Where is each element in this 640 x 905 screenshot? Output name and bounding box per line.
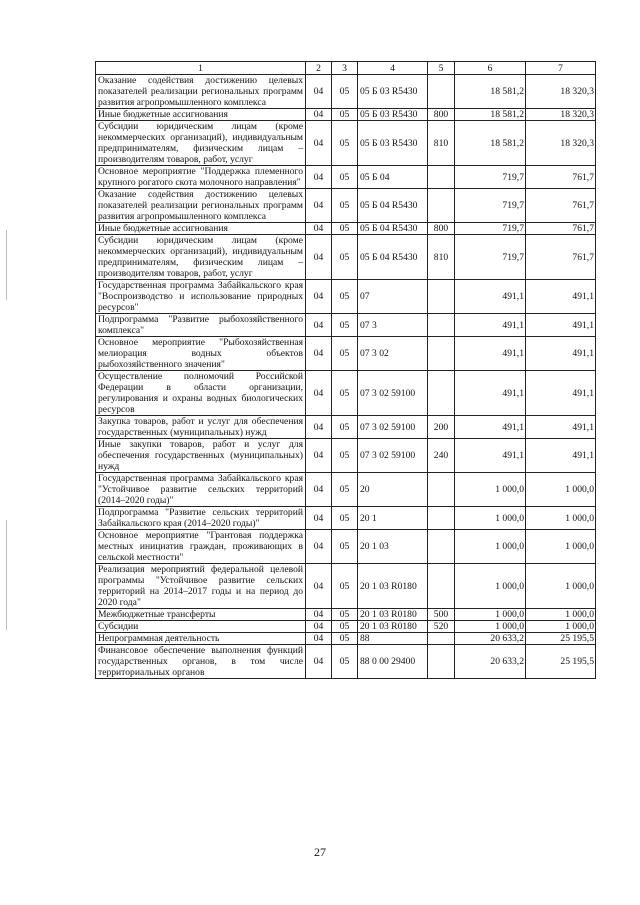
table-row bbox=[96, 280, 596, 314]
row-name: Реализация мероприятий федеральной целевой программы "Устойчивое развитие сельских территорий на 2014–2017 годы и на период до 2020 года" bbox=[96, 564, 306, 609]
row-amount-year2: 1 000,0 bbox=[526, 621, 596, 633]
row-section: 04 bbox=[306, 314, 332, 337]
table-row bbox=[96, 633, 596, 645]
row-name: Закупка товаров, работ и услуг для обеспечения государственных (муниципальных) нужд bbox=[96, 416, 306, 439]
row-amount-year2: 761,7 bbox=[526, 166, 596, 189]
table-row bbox=[96, 416, 596, 439]
header-cell: 2 bbox=[306, 62, 332, 75]
row-name: Финансовое обеспечение выполнения функций государственных органов, в том числе территориальных органов bbox=[96, 645, 306, 679]
row-target-code: 20 1 03 R0180 bbox=[358, 609, 428, 621]
row-section: 04 bbox=[306, 507, 332, 530]
row-name: Основное мероприятие "Грантовая поддержка местных инициатив граждан, проживающих в сельской местности" bbox=[96, 530, 306, 564]
budget-table bbox=[95, 61, 596, 679]
table-row bbox=[96, 109, 596, 121]
row-section: 04 bbox=[306, 337, 332, 371]
table-row bbox=[96, 121, 596, 166]
row-expense-type bbox=[428, 633, 455, 645]
row-expense-type: 810 bbox=[428, 121, 455, 166]
row-subsection: 05 bbox=[332, 121, 358, 166]
row-amount-year2: 1 000,0 bbox=[526, 507, 596, 530]
table-row bbox=[96, 507, 596, 530]
row-amount-year1: 1 000,0 bbox=[455, 609, 526, 621]
row-target-code: 05 Б 04 bbox=[358, 166, 428, 189]
row-subsection: 05 bbox=[332, 223, 358, 235]
row-amount-year1: 719,7 bbox=[455, 235, 526, 280]
table-row bbox=[96, 621, 596, 633]
row-subsection: 05 bbox=[332, 530, 358, 564]
row-section: 04 bbox=[306, 564, 332, 609]
table-row bbox=[96, 609, 596, 621]
table-row bbox=[96, 439, 596, 473]
row-amount-year1: 18 581,2 bbox=[455, 75, 526, 109]
row-amount-year2: 491,1 bbox=[526, 314, 596, 337]
row-section: 04 bbox=[306, 371, 332, 416]
row-amount-year2: 1 000,0 bbox=[526, 530, 596, 564]
row-target-code: 05 Б 03 R5430 bbox=[358, 121, 428, 166]
row-name: Субсидии bbox=[96, 621, 306, 633]
row-subsection: 05 bbox=[332, 189, 358, 223]
row-target-code: 05 Б 04 R5430 bbox=[358, 235, 428, 280]
row-target-code: 05 Б 03 R5430 bbox=[358, 75, 428, 109]
row-amount-year2: 25 195,5 bbox=[526, 633, 596, 645]
row-amount-year1: 20 633,2 bbox=[455, 645, 526, 679]
row-amount-year1: 719,7 bbox=[455, 223, 526, 235]
row-amount-year1: 1 000,0 bbox=[455, 621, 526, 633]
row-target-code: 20 1 03 R0180 bbox=[358, 564, 428, 609]
row-subsection: 05 bbox=[332, 473, 358, 507]
row-expense-type: 520 bbox=[428, 621, 455, 633]
row-target-code: 07 3 02 59100 bbox=[358, 371, 428, 416]
row-section: 04 bbox=[306, 416, 332, 439]
row-amount-year2: 491,1 bbox=[526, 416, 596, 439]
table-row bbox=[96, 314, 596, 337]
row-target-code: 05 Б 03 R5430 bbox=[358, 109, 428, 121]
table-row bbox=[96, 371, 596, 416]
table-row bbox=[96, 473, 596, 507]
row-name: Оказание содействия достижению целевых показателей реализации региональных программ развития агропромышленного комплекса bbox=[96, 189, 306, 223]
row-subsection: 05 bbox=[332, 564, 358, 609]
row-subsection: 05 bbox=[332, 645, 358, 679]
row-expense-type bbox=[428, 473, 455, 507]
row-amount-year1: 20 633,2 bbox=[455, 633, 526, 645]
row-section: 04 bbox=[306, 280, 332, 314]
row-subsection: 05 bbox=[332, 280, 358, 314]
row-name: Оказание содействия достижению целевых показателей реализации региональных программ развития агропромышленного комплекса bbox=[96, 75, 306, 109]
row-name: Непрограммная деятельность bbox=[96, 633, 306, 645]
row-amount-year1: 18 581,2 bbox=[455, 109, 526, 121]
row-subsection: 05 bbox=[332, 439, 358, 473]
row-amount-year2: 18 320,3 bbox=[526, 121, 596, 166]
row-name: Субсидии юридическим лицам (кроме некоммерческих организаций), индивидуальным предпринимателям, физическим лицам – производителям товаров, работ, услуг bbox=[96, 121, 306, 166]
scan-edge-mark bbox=[6, 520, 7, 630]
row-section: 04 bbox=[306, 189, 332, 223]
row-expense-type: 200 bbox=[428, 416, 455, 439]
row-expense-type bbox=[428, 314, 455, 337]
row-name: Субсидии юридическим лицам (кроме некоммерческих организаций), индивидуальным предпринимателям, физическим лицам – производителям товаров, работ, услуг bbox=[96, 235, 306, 280]
row-amount-year2: 1 000,0 bbox=[526, 473, 596, 507]
row-name: Подпрограмма "Развитие сельских территорий Забайкальского края (2014–2020 годы)" bbox=[96, 507, 306, 530]
row-subsection: 05 bbox=[332, 109, 358, 121]
row-target-code: 20 1 bbox=[358, 507, 428, 530]
row-target-code: 88 0 00 29400 bbox=[358, 645, 428, 679]
row-expense-type bbox=[428, 280, 455, 314]
header-cell: 4 bbox=[358, 62, 428, 75]
row-section: 04 bbox=[306, 121, 332, 166]
table-row bbox=[96, 75, 596, 109]
page-number: 27 bbox=[314, 845, 326, 859]
row-amount-year1: 1 000,0 bbox=[455, 473, 526, 507]
row-name: Иные закупки товаров, работ и услуг для обеспечения государственных (муниципальных) нужд bbox=[96, 439, 306, 473]
row-target-code: 07 3 02 59100 bbox=[358, 439, 428, 473]
row-amount-year1: 491,1 bbox=[455, 439, 526, 473]
row-amount-year1: 491,1 bbox=[455, 371, 526, 416]
row-subsection: 05 bbox=[332, 609, 358, 621]
row-subsection: 05 bbox=[332, 75, 358, 109]
header-cell: 5 bbox=[428, 62, 455, 75]
row-expense-type bbox=[428, 507, 455, 530]
row-amount-year2: 761,7 bbox=[526, 189, 596, 223]
row-section: 04 bbox=[306, 530, 332, 564]
row-amount-year1: 719,7 bbox=[455, 189, 526, 223]
header-cell: 7 bbox=[526, 62, 596, 75]
row-amount-year1: 491,1 bbox=[455, 314, 526, 337]
row-target-code: 20 bbox=[358, 473, 428, 507]
row-amount-year2: 491,1 bbox=[526, 371, 596, 416]
row-name: Иные бюджетные ассигнования bbox=[96, 223, 306, 235]
scan-edge-mark bbox=[6, 230, 7, 300]
row-expense-type bbox=[428, 189, 455, 223]
row-subsection: 05 bbox=[332, 633, 358, 645]
row-subsection: 05 bbox=[332, 416, 358, 439]
row-target-code: 07 3 02 59100 bbox=[358, 416, 428, 439]
row-subsection: 05 bbox=[332, 166, 358, 189]
row-name: Осуществление полномочий Российской Федерации в области организации, регулирования и охраны водных биологических ресурсов bbox=[96, 371, 306, 416]
row-amount-year2: 761,7 bbox=[526, 223, 596, 235]
row-subsection: 05 bbox=[332, 235, 358, 280]
row-expense-type bbox=[428, 645, 455, 679]
row-expense-type bbox=[428, 371, 455, 416]
row-section: 04 bbox=[306, 166, 332, 189]
row-amount-year2: 18 320,3 bbox=[526, 75, 596, 109]
table-row bbox=[96, 166, 596, 189]
table-row bbox=[96, 235, 596, 280]
row-name: Государственная программа Забайкальского края "Воспроизводство и использование природных ресурсов" bbox=[96, 280, 306, 314]
row-name: Межбюджетные трансферты bbox=[96, 609, 306, 621]
row-section: 04 bbox=[306, 439, 332, 473]
row-section: 04 bbox=[306, 235, 332, 280]
row-expense-type: 500 bbox=[428, 609, 455, 621]
row-target-code: 20 1 03 R0180 bbox=[358, 621, 428, 633]
row-name: Иные бюджетные ассигнования bbox=[96, 109, 306, 121]
table-row bbox=[96, 645, 596, 679]
row-amount-year2: 25 195,5 bbox=[526, 645, 596, 679]
row-name: Государственная программа Забайкальского края "Устойчивое развитие сельских территорий (2014–2020 годы)" bbox=[96, 473, 306, 507]
table-row bbox=[96, 564, 596, 609]
row-expense-type bbox=[428, 530, 455, 564]
header-cell: 3 bbox=[332, 62, 358, 75]
row-target-code: 88 bbox=[358, 633, 428, 645]
row-section: 04 bbox=[306, 473, 332, 507]
row-target-code: 05 Б 04 R5430 bbox=[358, 223, 428, 235]
row-expense-type bbox=[428, 564, 455, 609]
row-expense-type: 800 bbox=[428, 223, 455, 235]
row-subsection: 05 bbox=[332, 337, 358, 371]
row-target-code: 07 3 bbox=[358, 314, 428, 337]
row-expense-type: 240 bbox=[428, 439, 455, 473]
header-row bbox=[96, 62, 596, 75]
row-amount-year2: 18 320,3 bbox=[526, 109, 596, 121]
table-row bbox=[96, 337, 596, 371]
row-section: 04 bbox=[306, 75, 332, 109]
row-name: Подпрограмма "Развитие рыбохозяйственного комплекса" bbox=[96, 314, 306, 337]
row-section: 04 bbox=[306, 633, 332, 645]
row-amount-year2: 491,1 bbox=[526, 337, 596, 371]
row-subsection: 05 bbox=[332, 314, 358, 337]
row-subsection: 05 bbox=[332, 507, 358, 530]
row-amount-year2: 491,1 bbox=[526, 280, 596, 314]
row-subsection: 05 bbox=[332, 621, 358, 633]
row-amount-year2: 761,7 bbox=[526, 235, 596, 280]
row-target-code: 20 1 03 bbox=[358, 530, 428, 564]
row-expense-type: 800 bbox=[428, 109, 455, 121]
document-page bbox=[95, 61, 595, 679]
row-target-code: 07 3 02 bbox=[358, 337, 428, 371]
row-expense-type: 810 bbox=[428, 235, 455, 280]
row-amount-year2: 491,1 bbox=[526, 439, 596, 473]
row-section: 04 bbox=[306, 223, 332, 235]
row-amount-year1: 1 000,0 bbox=[455, 507, 526, 530]
header-cell: 6 bbox=[455, 62, 526, 75]
row-section: 04 bbox=[306, 609, 332, 621]
row-section: 04 bbox=[306, 109, 332, 121]
row-amount-year1: 1 000,0 bbox=[455, 530, 526, 564]
row-section: 04 bbox=[306, 621, 332, 633]
row-amount-year1: 491,1 bbox=[455, 337, 526, 371]
row-amount-year2: 1 000,0 bbox=[526, 564, 596, 609]
row-expense-type bbox=[428, 166, 455, 189]
row-target-code: 05 Б 04 R5430 bbox=[358, 189, 428, 223]
row-expense-type bbox=[428, 337, 455, 371]
row-name: Основное мероприятие "Рыбохозяйственная мелиорация водных объектов рыбохозяйственного значения" bbox=[96, 337, 306, 371]
row-amount-year2: 1 000,0 bbox=[526, 609, 596, 621]
table-row bbox=[96, 223, 596, 235]
row-amount-year1: 1 000,0 bbox=[455, 564, 526, 609]
row-amount-year1: 719,7 bbox=[455, 166, 526, 189]
table-row bbox=[96, 189, 596, 223]
table-row bbox=[96, 530, 596, 564]
row-amount-year1: 18 581,2 bbox=[455, 121, 526, 166]
row-amount-year1: 491,1 bbox=[455, 280, 526, 314]
row-expense-type bbox=[428, 75, 455, 109]
row-section: 04 bbox=[306, 645, 332, 679]
row-name: Основное мероприятие "Поддержка племенного крупного рогатого скота молочного направления" bbox=[96, 166, 306, 189]
row-subsection: 05 bbox=[332, 371, 358, 416]
row-amount-year1: 491,1 bbox=[455, 416, 526, 439]
header-cell: 1 bbox=[96, 62, 306, 75]
row-target-code: 07 bbox=[358, 280, 428, 314]
